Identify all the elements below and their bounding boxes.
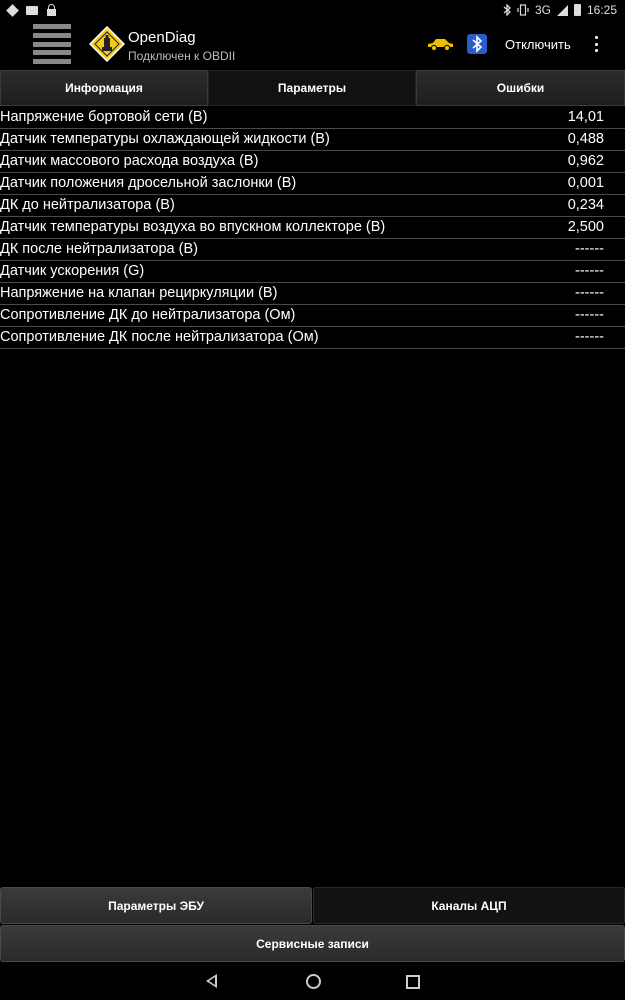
clock: 16:25 xyxy=(586,3,617,17)
list-item[interactable] xyxy=(0,173,625,195)
parameter-value: 0,001 xyxy=(567,175,604,191)
list-item[interactable] xyxy=(0,283,625,305)
recent-apps-icon[interactable] xyxy=(406,975,420,989)
parameter-value: 0,488 xyxy=(567,131,604,147)
notification-icon xyxy=(6,4,19,17)
tab-bar xyxy=(0,70,625,106)
parameter-value: 0,234 xyxy=(567,197,604,213)
parameter-name: ДК после нейтрализатора (В) xyxy=(0,241,198,257)
list-item[interactable] xyxy=(0,305,625,327)
home-icon[interactable] xyxy=(306,974,321,989)
parameter-value: 2,500 xyxy=(567,219,604,235)
parameter-name: Напряжение бортовой сети (В) xyxy=(0,109,208,125)
parameter-value: 0,962 xyxy=(567,153,604,169)
car-icon[interactable] xyxy=(426,36,454,52)
parameter-name: Датчик массового расхода воздуха (В) xyxy=(0,153,259,169)
service-records-button[interactable]: Сервисные записи xyxy=(0,925,625,962)
parameter-value: ------ xyxy=(575,263,604,279)
parameter-name: Сопротивление ДК после нейтрализатора (Ом) xyxy=(0,329,319,345)
lock-icon xyxy=(47,9,56,16)
parameter-name: Датчик температуры воздуха во впускном коллекторе (В) xyxy=(0,219,386,235)
list-item[interactable] xyxy=(0,129,625,151)
list-item[interactable] xyxy=(0,151,625,173)
list-item[interactable] xyxy=(0,217,625,239)
message-icon xyxy=(26,6,38,15)
list-item[interactable] xyxy=(0,107,625,129)
menu-icon[interactable] xyxy=(33,24,71,64)
back-icon-inner xyxy=(209,977,215,985)
battery-icon xyxy=(574,4,581,16)
bluetooth-icon[interactable] xyxy=(467,34,487,54)
parameter-name: Напряжение на клапан рециркуляции (В) xyxy=(0,285,278,301)
status-bar xyxy=(0,0,625,20)
tab-errors[interactable]: Ошибки xyxy=(416,70,625,106)
parameters-list xyxy=(0,107,625,349)
parameter-name: Сопротивление ДК до нейтрализатора (Ом) xyxy=(0,307,296,323)
parameter-value: ------ xyxy=(575,241,604,257)
signal-icon xyxy=(557,5,568,16)
tab-parameters[interactable]: Параметры xyxy=(208,70,416,106)
parameter-value: ------ xyxy=(575,329,604,345)
app-logo-icon xyxy=(89,26,125,62)
parameter-name: ДК до нейтрализатора (В) xyxy=(0,197,175,213)
connection-status: Подключен к OBDII xyxy=(128,49,236,63)
bluetooth-status-icon xyxy=(503,4,511,16)
list-item[interactable] xyxy=(0,195,625,217)
network-type: 3G xyxy=(534,3,551,17)
vibrate-icon xyxy=(517,4,529,16)
parameter-name: Датчик температуры охлаждающей жидкости (В) xyxy=(0,131,330,147)
disconnect-button[interactable]: Отключить xyxy=(505,37,571,52)
parameter-name: Датчик ускорения (G) xyxy=(0,263,145,279)
parameter-value: ------ xyxy=(575,307,604,323)
action-bar xyxy=(0,20,625,68)
parameter-value: ------ xyxy=(575,285,604,301)
list-item[interactable] xyxy=(0,261,625,283)
list-item[interactable] xyxy=(0,239,625,261)
parameter-name: Датчик положения дросельной заслонки (В) xyxy=(0,175,297,191)
adc-channels-button[interactable]: Каналы АЦП xyxy=(313,887,625,924)
tab-info[interactable]: Информация xyxy=(0,70,208,106)
overflow-menu-icon[interactable] xyxy=(590,36,602,52)
list-item[interactable] xyxy=(0,327,625,349)
app-title: OpenDiag xyxy=(128,29,196,46)
parameter-value: 14,01 xyxy=(567,109,604,125)
ecu-params-button[interactable]: Параметры ЭБУ xyxy=(0,887,312,924)
